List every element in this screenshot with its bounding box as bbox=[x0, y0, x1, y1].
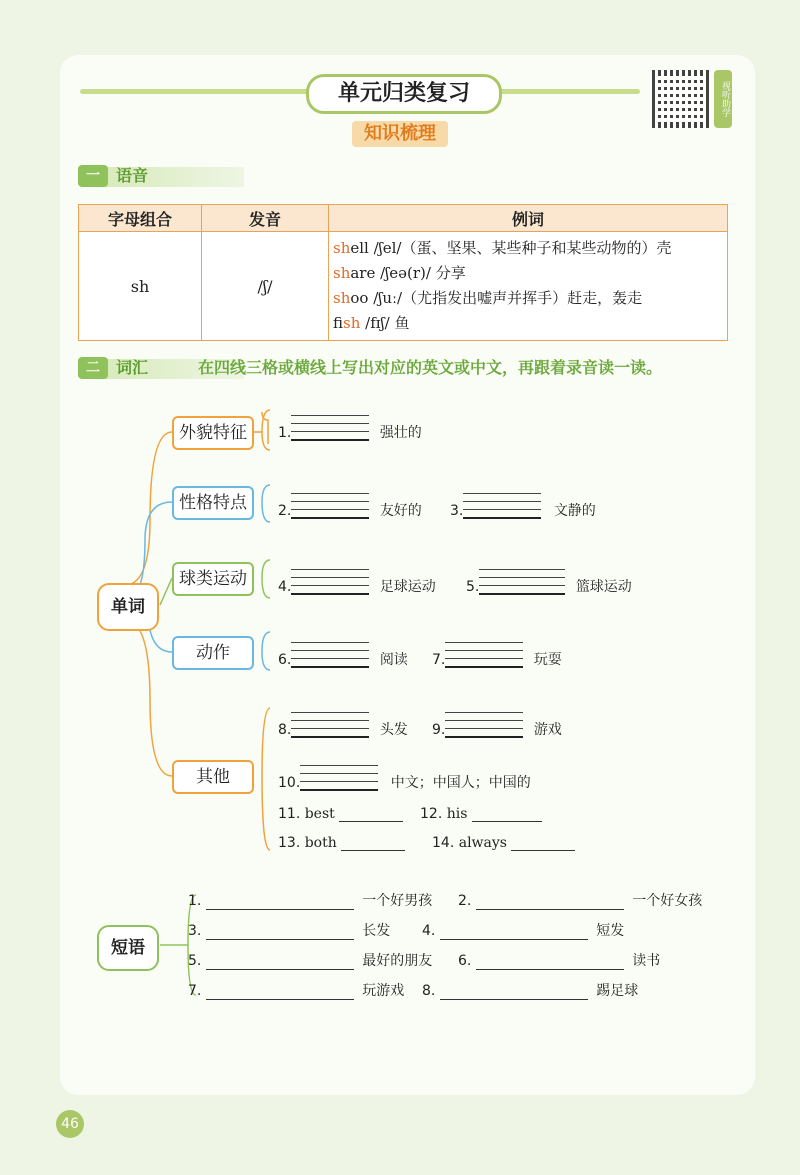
phrase-item: 3. 长发 bbox=[188, 923, 391, 939]
word-item: 8. 头发 bbox=[278, 709, 408, 739]
word-item: 1. 强壮的 bbox=[278, 412, 422, 442]
phrase-item: 1. 一个好男孩 bbox=[188, 893, 433, 909]
phrase-item: 5. 最好的朋友 bbox=[188, 953, 433, 969]
word-item: 5. 篮球运动 bbox=[466, 566, 632, 596]
branch-personality: 性格特点 bbox=[172, 486, 254, 520]
writing-lines[interactable] bbox=[291, 412, 369, 442]
table-header: 例词 bbox=[329, 205, 728, 232]
word-item: 13. both bbox=[278, 835, 405, 851]
writing-lines[interactable] bbox=[463, 490, 541, 520]
word-item: 7. 玩耍 bbox=[432, 639, 562, 669]
word-item: 9. 游戏 bbox=[432, 709, 562, 739]
word-item: 11. best bbox=[278, 806, 403, 822]
letter-combo: sh bbox=[79, 232, 202, 341]
section-subtitle: 知识梳理 bbox=[352, 121, 448, 147]
phrase-item: 8. 踢足球 bbox=[422, 983, 639, 999]
answer-blank[interactable] bbox=[339, 807, 403, 822]
example-word: fish /fɪʃ/ 鱼 bbox=[333, 314, 410, 332]
mindmap-root-words: 单词 bbox=[97, 583, 159, 631]
word-item: 12. his bbox=[420, 806, 542, 822]
answer-blank[interactable] bbox=[476, 955, 624, 970]
table-header: 发音 bbox=[202, 205, 329, 232]
answer-blank[interactable] bbox=[511, 836, 575, 851]
word-item: 4. 足球运动 bbox=[278, 566, 436, 596]
word-item: 10. 中文；中国人；中国的 bbox=[278, 762, 531, 792]
section-instruction: 在四线三格或横线上写出对应的英文或中文，再跟着录音读一读。 bbox=[198, 358, 663, 377]
qr-tag: 视听助学 bbox=[714, 70, 732, 128]
writing-lines[interactable] bbox=[291, 639, 369, 669]
writing-lines[interactable] bbox=[445, 709, 523, 739]
writing-lines[interactable] bbox=[291, 566, 369, 596]
phrase-item: 6. 读书 bbox=[458, 953, 661, 969]
phrase-item: 7. 玩游戏 bbox=[188, 983, 405, 999]
mindmap-root-phrases: 短语 bbox=[97, 925, 159, 971]
word-item: 14. always bbox=[432, 835, 575, 851]
phrase-item: 2. 一个好女孩 bbox=[458, 893, 703, 909]
word-item: 6. 阅读 bbox=[278, 639, 408, 669]
table-header: 字母组合 bbox=[79, 205, 202, 232]
answer-blank[interactable] bbox=[440, 985, 588, 1000]
writing-lines[interactable] bbox=[300, 762, 378, 792]
answer-blank[interactable] bbox=[206, 925, 354, 940]
branch-actions: 动作 bbox=[172, 636, 254, 670]
answer-blank[interactable] bbox=[341, 836, 405, 851]
answer-blank[interactable] bbox=[440, 925, 588, 940]
page-title: 单元归类复习 bbox=[306, 74, 502, 114]
word-item: 2. 友好的 bbox=[278, 490, 422, 520]
section-label: 语音 bbox=[116, 166, 149, 185]
sound: /ʃ/ bbox=[202, 232, 329, 341]
answer-blank[interactable] bbox=[206, 955, 354, 970]
branch-others: 其他 bbox=[172, 760, 254, 794]
example-word: shoo /ʃuː/（尤指发出嘘声并挥手）赶走，轰走 bbox=[333, 289, 643, 307]
page-number: 46 bbox=[56, 1110, 84, 1138]
writing-lines[interactable] bbox=[291, 490, 369, 520]
answer-blank[interactable] bbox=[476, 895, 624, 910]
writing-lines[interactable] bbox=[445, 639, 523, 669]
answer-blank[interactable] bbox=[206, 895, 354, 910]
section-label: 词汇 bbox=[116, 358, 149, 377]
branch-ball-sports: 球类运动 bbox=[172, 562, 254, 596]
branch-appearance: 外貌特征 bbox=[172, 416, 254, 450]
example-word: share /ʃeə(r)/ 分享 bbox=[333, 264, 466, 282]
answer-blank[interactable] bbox=[472, 807, 542, 822]
section-number: 一 bbox=[78, 165, 108, 187]
section-number: 二 bbox=[78, 357, 108, 379]
word-item: 3. 文静的 bbox=[450, 490, 596, 520]
phrase-item: 4. 短发 bbox=[422, 923, 625, 939]
writing-lines[interactable] bbox=[479, 566, 565, 596]
answer-blank[interactable] bbox=[206, 985, 354, 1000]
example-word: shell /ʃel/（蛋、坚果、某些种子和某些动物的）壳 bbox=[333, 239, 672, 257]
writing-lines[interactable] bbox=[291, 709, 369, 739]
